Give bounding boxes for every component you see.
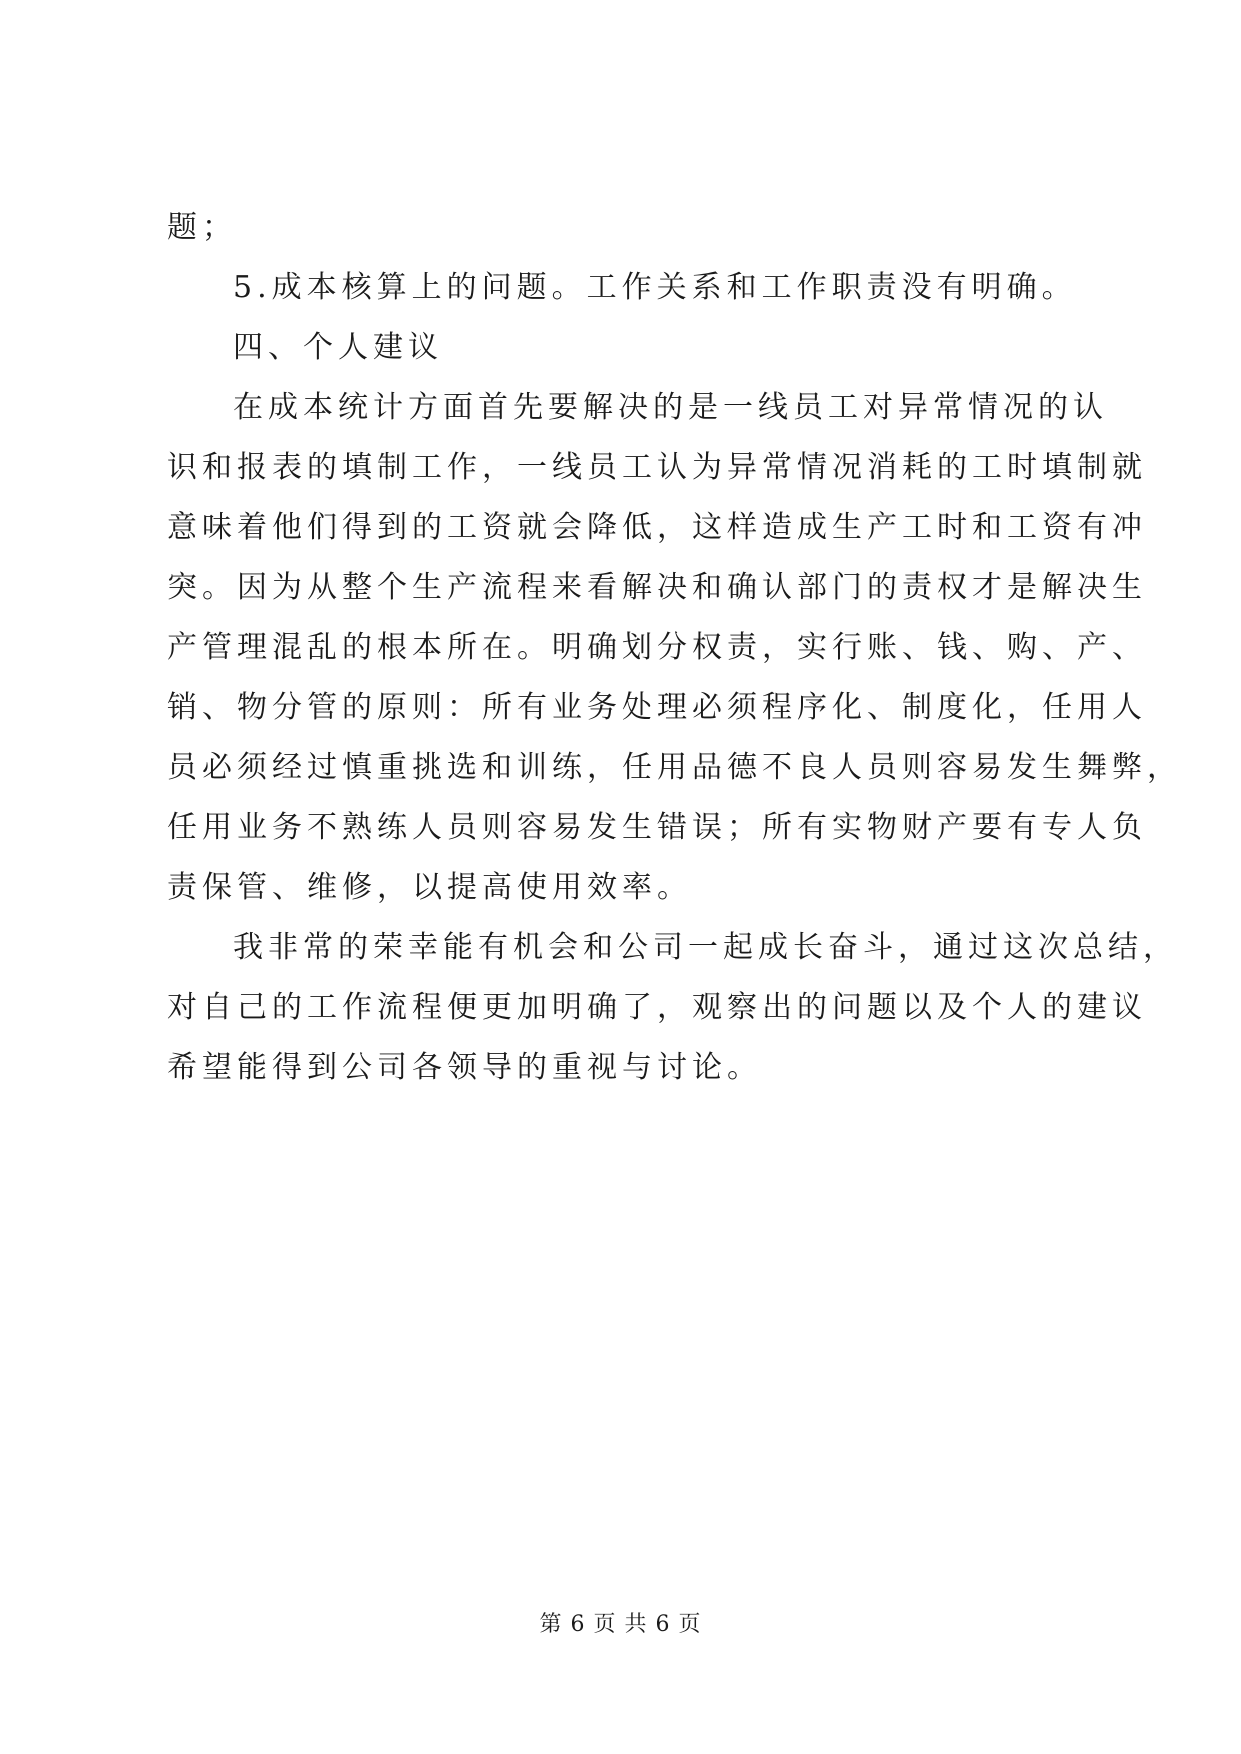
text-line-10: 员必须经过慎重挑选和训练，任用品德不良人员则容易发生舞弊，	[167, 750, 1182, 785]
text-line-2: 5.成本核算上的问题。工作关系和工作职责没有明确。	[233, 270, 1077, 305]
text-line-13: 我非常的荣幸能有机会和公司一起成长奋斗，通过这次总结，	[233, 930, 1178, 965]
text-line-5: 识和报表的填制工作，一线员工认为异常情况消耗的工时填制就	[167, 450, 1147, 485]
text-line-7: 突。因为从整个生产流程来看解决和确认部门的责权才是解决生	[167, 570, 1147, 605]
text-line-15: 希望能得到公司各领导的重视与讨论。	[167, 1050, 762, 1085]
text-line-14: 对自己的工作流程便更加明确了，观察出的问题以及个人的建议	[167, 990, 1147, 1025]
page-number-footer: 第 6 页 共 6 页	[539, 1612, 702, 1637]
text-line-11: 任用业务不熟练人员则容易发生错误；所有实物财产要有专人负	[167, 810, 1147, 845]
text-line-4: 在成本统计方面首先要解决的是一线员工对异常情况的认	[233, 390, 1108, 425]
text-line-9: 销、物分管的原则：所有业务处理必须程序化、制度化，任用人	[167, 690, 1147, 725]
document-body	[167, 198, 1182, 1098]
section-heading: 四、个人建议	[233, 330, 443, 365]
text-line-12: 责保管、维修，以提高使用效率。	[167, 870, 692, 905]
text-line-8: 产管理混乱的根本所在。明确划分权责，实行账、钱、购、产、	[167, 630, 1147, 665]
text-line-6: 意味着他们得到的工资就会降低，这样造成生产工时和工资有冲	[167, 510, 1147, 545]
text-line-1: 题；	[167, 210, 237, 245]
